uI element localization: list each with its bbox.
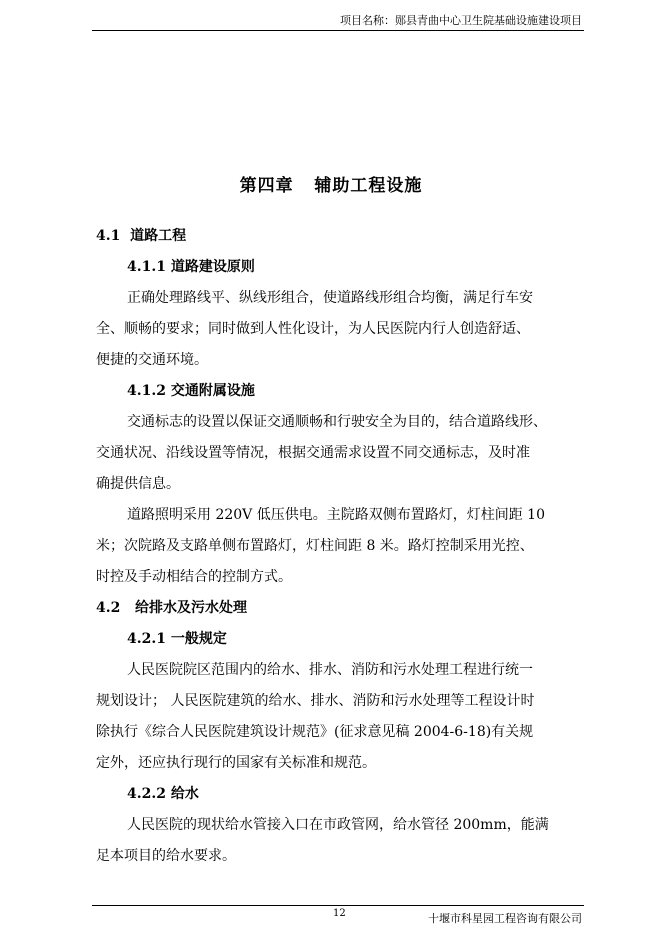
subsection-heading-4-2-1: 4.2.1 一般规定 <box>127 631 227 647</box>
paragraph-line: 米；次院路及支路单侧布置路灯，灯柱间距 8 米。路灯控制采用光控、 <box>96 538 534 554</box>
chapter-title: 第四章 辅助工程设施 <box>239 176 423 196</box>
subsection-heading-4-1-2: 4.1.2 交通附属设施 <box>127 383 255 399</box>
paragraph-line: 道路照明采用 220V 低压供电。主院路双侧布置路灯，灯柱间距 10 <box>127 507 545 523</box>
paragraph-line: 全、顺畅的要求；同时做到人性化设计，为人民医院内行人创造舒适、 <box>96 321 530 337</box>
subsection-heading-4-2-2: 4.2.2 给水 <box>127 786 199 802</box>
paragraph-line: 便捷的交通环境。 <box>96 352 208 368</box>
paragraph-line: 确提供信息。 <box>96 476 180 492</box>
footer-company: 十堰市科星园工程咨询有限公司 <box>428 912 582 925</box>
paragraph-line: 除执行《综合人民医院建筑设计规范》(征求意见稿 2004-6-18)有关规 <box>96 724 534 740</box>
paragraph-line: 人民医院的现状给水管接入口在市政管网，给水管径 200mm，能满 <box>127 817 549 833</box>
header-rule <box>92 30 584 31</box>
footer-rule <box>92 905 584 906</box>
paragraph-line: 人民医院院区范围内的给水、排水、消防和污水处理工程进行统一 <box>127 662 533 678</box>
paragraph-line: 定外，还应执行现行的国家有关标准和规范。 <box>96 755 376 771</box>
subsection-heading-4-1-1: 4.1.1 道路建设原则 <box>127 259 255 275</box>
paragraph-line: 足本项目的给水要求。 <box>96 848 236 864</box>
paragraph-line: 时控及手动相结合的控制方式。 <box>96 569 292 585</box>
section-heading-4-2: 4.2 给排水及污水处理 <box>96 600 247 616</box>
paragraph-line: 交通标志的设置以保证交通顺畅和行驶安全为目的，结合道路线形、 <box>127 414 547 430</box>
paragraph-line: 交通状况、沿线设置等情况，根据交通需求设置不同交通标志，及时准 <box>96 445 530 461</box>
paragraph-line: 正确处理路线平、纵线形组合，使道路线形组合均衡，满足行车安 <box>127 290 533 306</box>
section-heading-4-1: 4.1 道路工程 <box>96 228 187 244</box>
header-project-name: 项目名称：郧县青曲中心卫生院基础设施建设项目 <box>340 14 582 27</box>
page-number: 12 <box>333 908 346 919</box>
paragraph-line: 规划设计； 人民医院建筑的给水、排水、消防和污水处理等工程设计时 <box>96 693 535 709</box>
